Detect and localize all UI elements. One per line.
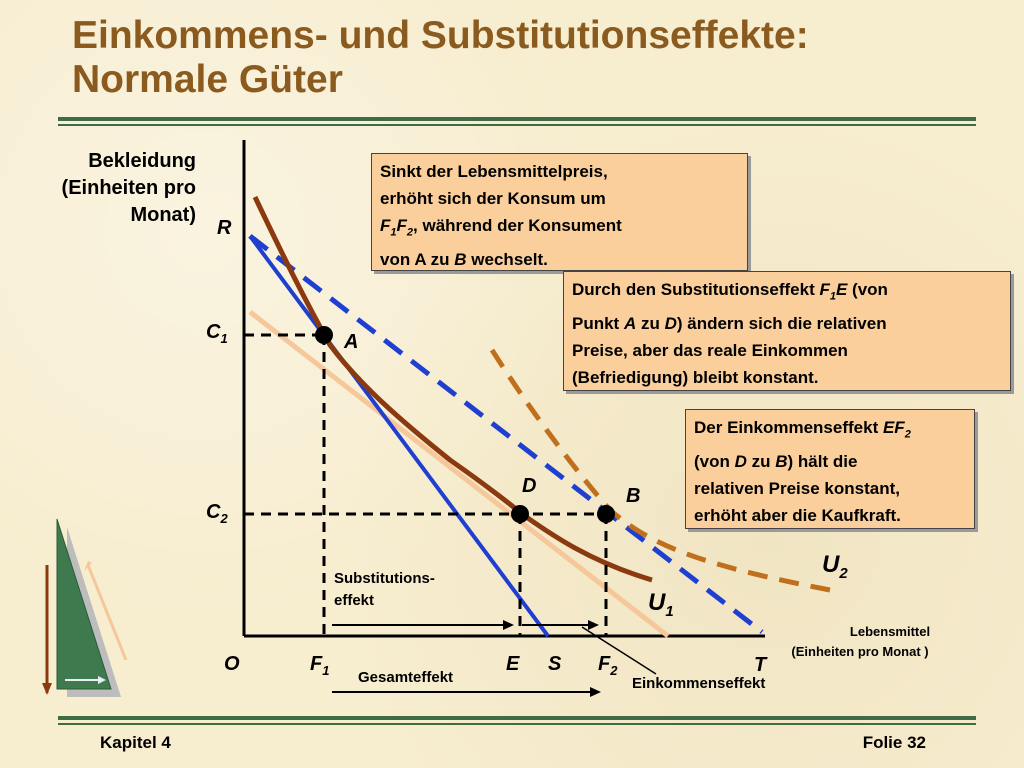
footer-chapter: Kapitel 4 — [100, 733, 171, 752]
label-t: T — [754, 654, 767, 676]
footer-slide-number: Folie 32 — [862, 733, 926, 752]
y-label-line-3: Monat) — [130, 204, 196, 226]
label-u1: $U_1$ — [648, 589, 674, 620]
point-a — [315, 326, 333, 344]
title-line-2: Normale Güter — [72, 58, 343, 101]
callout1-line-3: $F_1F_2$, während der Konsument — [380, 216, 622, 239]
callout2-line-3: Preise, aber das reale Einkommen — [572, 341, 848, 361]
callout1-line-4: von A zu B wechselt. — [380, 250, 548, 270]
label-e: E — [506, 653, 520, 675]
callout-substitution-effect — [563, 271, 1011, 391]
point-b — [597, 505, 615, 523]
callout-price-drop — [371, 153, 748, 271]
point-d — [511, 505, 529, 523]
callout-income-effect — [685, 409, 975, 529]
y-label-line-2: (Einheiten pro — [61, 177, 196, 199]
x-label-line-2: (Einheiten pro Monat ) — [791, 644, 929, 659]
callout1-line-1: Sinkt der Lebensmittelpreis, — [380, 162, 608, 181]
callout3-line-4: erhöht aber die Kaufkraft. — [694, 506, 901, 526]
substitution-label-line-2: effekt — [334, 592, 375, 609]
label-u2: $U_2$ — [822, 551, 848, 582]
callout2-line-1: Durch den Substitutionseffekt $F_1E$ (von — [572, 280, 888, 303]
label-point-b: B — [626, 485, 641, 507]
income-arrowhead — [588, 620, 599, 630]
x-label-line-1: Lebensmittel — [849, 624, 931, 639]
label-f2: $F_2$ — [598, 653, 618, 678]
callout1-line-2: erhöht sich der Konsum um — [380, 189, 606, 208]
total-effect-label: Gesamteffekt — [358, 669, 454, 686]
substitution-arrowhead — [503, 620, 514, 630]
label-point-a: A — [344, 331, 359, 353]
income-pointer — [582, 627, 656, 674]
callout2-line-2: Punkt A zu D) ändern sich die relativen — [572, 314, 887, 334]
callout2-line-4: (Befriedigung) bleibt konstant. — [572, 368, 819, 388]
label-f1: $F_1$ — [310, 653, 330, 678]
label-s: S — [548, 653, 562, 675]
label-point-d: D — [522, 475, 537, 497]
label-origin: O — [224, 653, 240, 675]
label-c1: $C_1$ — [206, 321, 228, 346]
income-effect-label: Einkommenseffekt — [632, 675, 766, 692]
title-line-1: Einkommens- und Substitutionseffekte: — [72, 14, 809, 57]
total-arrowhead — [590, 687, 601, 697]
label-r: R — [217, 217, 232, 239]
substitution-label-line-1: Substitutions- — [334, 570, 435, 587]
callout3-line-2: (von D zu B) hält die — [694, 452, 858, 472]
callout3-line-3: relativen Preise konstant, — [694, 479, 900, 499]
y-label-line-1: Bekleidung — [88, 150, 196, 172]
label-c2: $C_2$ — [206, 501, 228, 526]
callout3-line-1: Der Einkommenseffekt $EF_2$ — [694, 418, 911, 441]
